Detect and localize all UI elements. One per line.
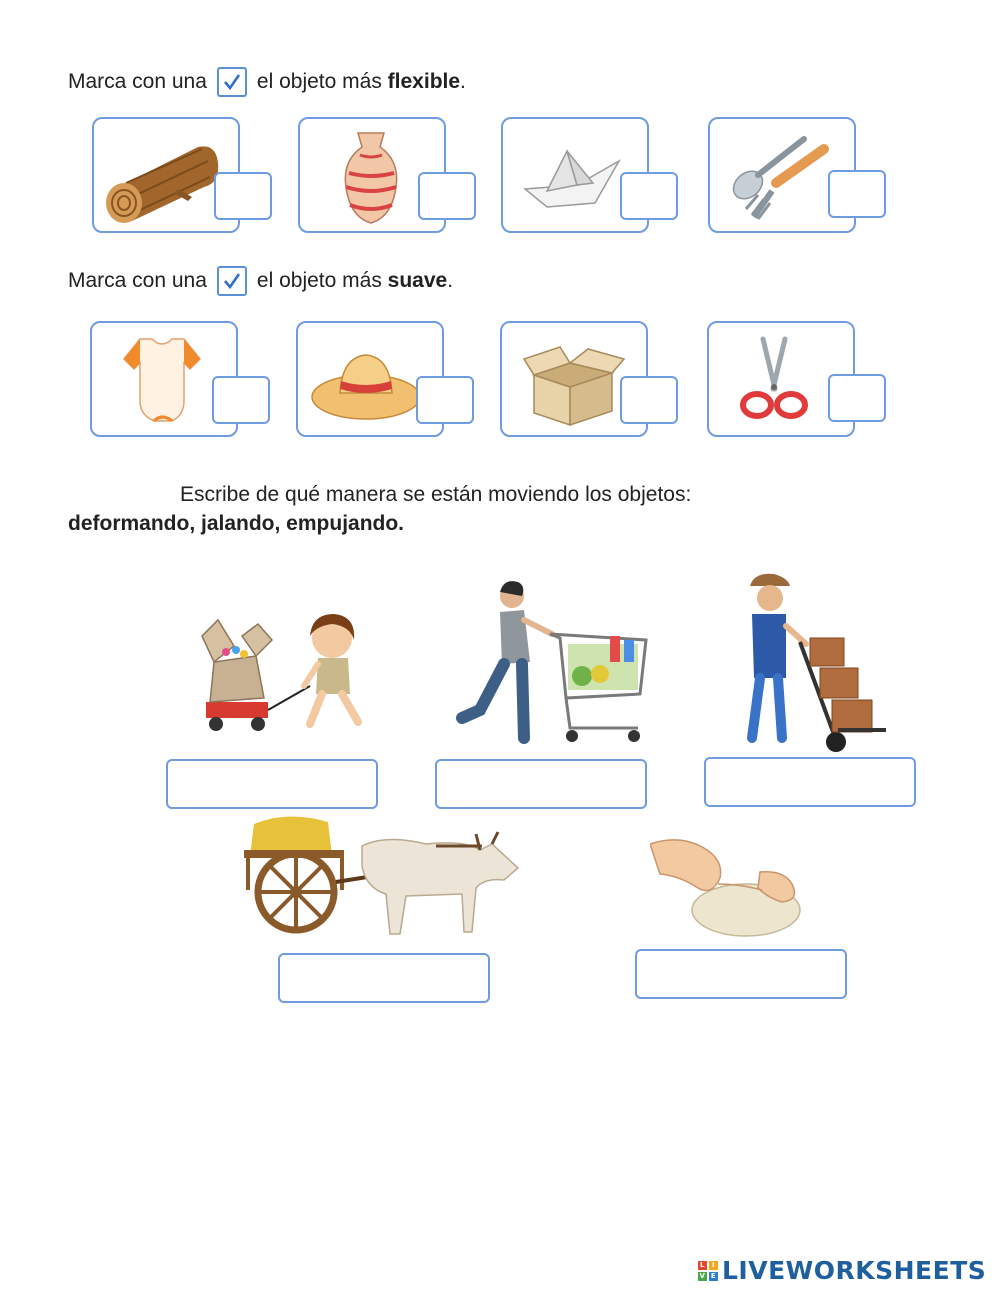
prompt-period: . <box>447 269 454 292</box>
prompt-flexible <box>68 67 466 97</box>
checkbox-straw-hat[interactable] <box>416 376 474 424</box>
checkbox-log[interactable] <box>214 172 272 220</box>
prompt-text-middle: el objeto más <box>256 269 382 292</box>
answer-field-4[interactable] <box>278 953 490 1003</box>
prompt-period: . <box>460 70 466 93</box>
answer-field-5[interactable] <box>635 949 847 999</box>
checkbox-cardboard-box[interactable] <box>620 376 678 424</box>
prompt-text-start: Marca con una <box>68 70 207 93</box>
answer-field-3[interactable] <box>704 757 916 807</box>
word-bank: deformando, jalando, empujando. <box>68 512 405 535</box>
prompt-keyword: suave <box>387 269 448 292</box>
liveworksheets-logo <box>698 1256 986 1285</box>
log-icon <box>98 125 233 225</box>
hands-kneading-dough-icon <box>650 826 810 941</box>
checkbox-scissors[interactable] <box>828 374 886 422</box>
prompt-text-start: Marca con una <box>68 269 207 292</box>
prompt-keyword: flexible <box>387 70 461 93</box>
man-pushing-handtruck-icon <box>740 570 900 755</box>
answer-field-2[interactable] <box>435 759 647 809</box>
logo-block: I <box>709 1261 718 1270</box>
ox-cart-icon <box>236 810 536 940</box>
prompt-text-middle: el objeto más <box>256 70 382 93</box>
logo-block: V <box>699 1271 706 1280</box>
instruction-text: Escribe de qué manera se están moviendo los objetos: <box>180 483 692 506</box>
logo-block: L <box>698 1261 707 1270</box>
checkbox-vase[interactable] <box>418 172 476 220</box>
checkmark-icon <box>217 67 247 97</box>
answer-field-1[interactable] <box>166 759 378 809</box>
checkbox-spoon-fork[interactable] <box>828 170 886 218</box>
checkbox-onesie[interactable] <box>212 376 270 424</box>
prompt-suave <box>68 266 453 296</box>
woman-pushing-cart-icon <box>450 578 650 748</box>
logo-text: LIVEWORKSHEETS <box>722 1256 987 1285</box>
logo-block: E <box>710 1271 717 1280</box>
onesie-icon <box>96 329 231 429</box>
checkmark-icon <box>217 266 247 296</box>
checkbox-paper-boat[interactable] <box>620 172 678 220</box>
logo-blocks-icon <box>698 1261 718 1281</box>
girl-pulling-wagon-icon <box>192 606 382 741</box>
